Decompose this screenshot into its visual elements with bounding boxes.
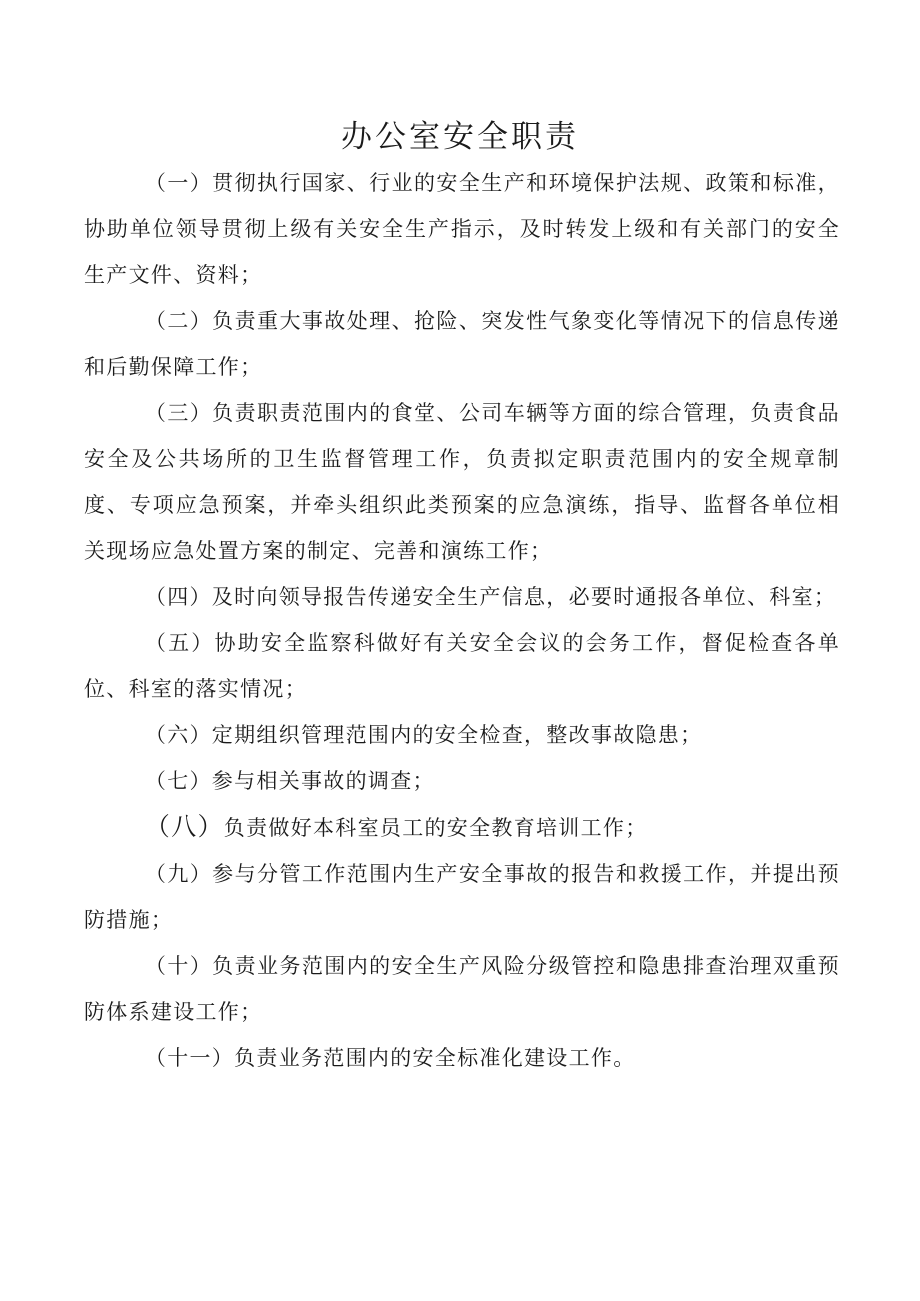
paragraph-item-3 [84, 390, 840, 574]
item-marker: （八） [144, 812, 224, 841]
item-marker: （十一） [144, 1046, 235, 1070]
item-marker: （十） [144, 954, 213, 978]
paragraph-item-9 [84, 851, 840, 943]
item-marker: （九） [144, 862, 213, 886]
page-title: 办公室安全职责 [341, 119, 579, 155]
paragraph-item-6 [84, 712, 840, 758]
item-text: 及时向领导报告传递安全生产信息，必要时通报各单位、科室； [211, 585, 837, 609]
item-marker: （六） [144, 723, 212, 747]
item-marker: （二） [144, 309, 213, 333]
item-text: 负责重大事故处理、抢险、突发性气象变化等情况下的信息传递和后勤保障工作； [84, 309, 840, 379]
item-text: 负责做好本科室员工的安全教育培训工作； [223, 816, 648, 840]
paragraph-item-4 [84, 574, 840, 620]
paragraph-item-11 [84, 1035, 840, 1081]
item-marker: （三） [144, 401, 213, 425]
item-text: 贯彻执行国家、行业的安全生产和环境保护法规、政策和标准，协助单位领导贯彻上级有关安全生产指示，及时转发上级和有关部门的安全生产文件、资料； [84, 171, 840, 287]
item-marker: （五） [144, 631, 215, 655]
item-marker: （四） [144, 585, 212, 609]
paragraph-item-7 [84, 758, 840, 804]
item-text: 协助安全监察科做好有关安全会议的会务工作，督促检查各单位、科室的落实情况； [84, 631, 840, 701]
item-text: 参与分管工作范围内生产安全事故的报告和救援工作，并提出预防措施； [84, 862, 840, 932]
item-text: 定期组织管理范围内的安全检查，整改事故隐患； [211, 723, 703, 747]
paragraph-item-2 [84, 298, 840, 390]
item-text: 负责职责范围内的食堂、公司车辆等方面的综合管理，负责食品安全及公共场所的卫生监督管理工作，负责拟定职责范围内的安全规章制度、专项应急预案，并牵头组织此类预案的应急演练，指导、监督各单位相关现场应急处置方案的制定、完善和演练工作； [84, 401, 840, 563]
paragraph-item-10 [84, 943, 840, 1035]
item-marker: （一） [144, 171, 213, 195]
item-text: 负责业务范围内的安全标准化建设工作。 [234, 1046, 636, 1070]
document-body [84, 160, 840, 1081]
paragraph-item-8 [84, 804, 840, 851]
paragraph-item-1 [84, 160, 840, 298]
item-marker: （七） [144, 769, 212, 793]
item-text: 参与相关事故的调查； [211, 769, 435, 793]
item-text: 负责业务范围内的安全生产风险分级管控和隐患排查治理双重预防体系建设工作； [84, 954, 840, 1024]
paragraph-item-5 [84, 620, 840, 712]
